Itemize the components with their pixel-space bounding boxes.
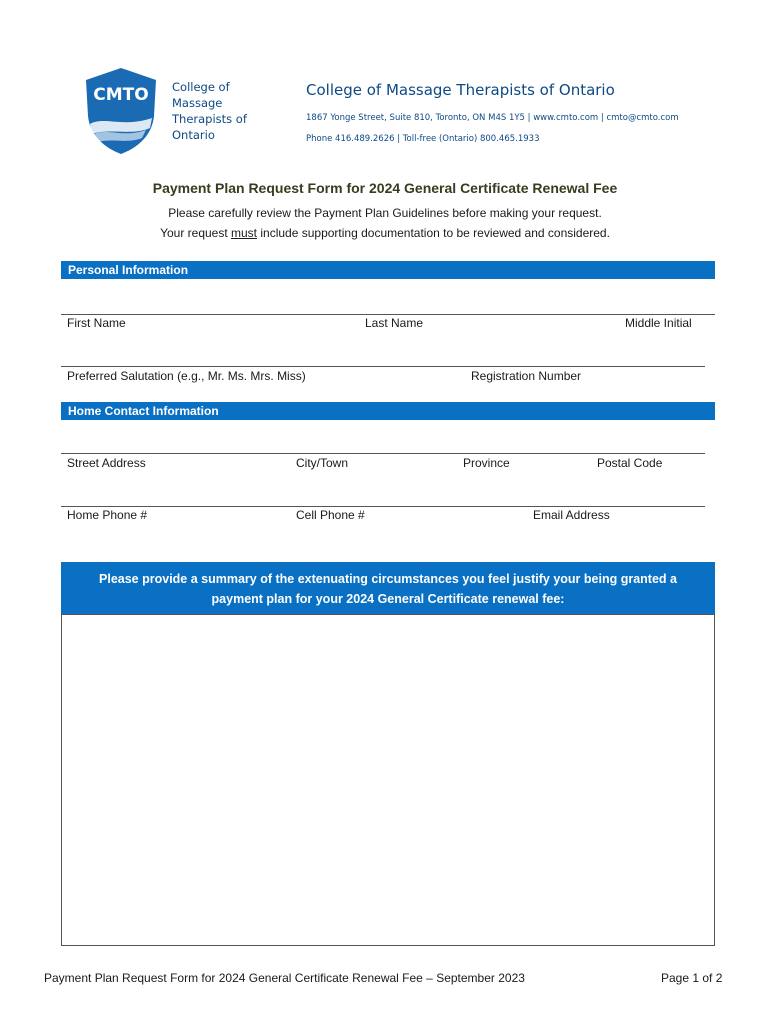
instruction-text: include supporting documentation to be reviewed and considered. — [257, 226, 610, 240]
instruction-text: Your request — [160, 226, 232, 240]
salutation-field[interactable] — [61, 366, 705, 367]
home-phone-label: Home Phone # — [67, 508, 148, 522]
section-header-personal: Personal Information — [61, 261, 715, 279]
last-name-label: Last Name — [365, 316, 424, 330]
logo-wordmark — [172, 79, 262, 143]
phone-line: Phone 416.489.2626 | Toll-free (Ontario) 800.465.1933 — [306, 134, 540, 144]
middle-initial-label: Middle Initial — [625, 316, 692, 330]
section-header-home-contact: Home Contact Information — [61, 402, 715, 420]
logo-line: Therapists of — [172, 112, 247, 126]
province-label: Province — [463, 456, 510, 470]
summary-prompt-line: Please provide a summary of the extenuating circumstances you feel justify your being granted a — [99, 572, 677, 586]
logo-text: CMTO — [93, 85, 149, 105]
cmto-logo — [82, 66, 160, 156]
page-title: Payment Plan Request Form for 2024 General Certificate Renewal Fee — [152, 180, 618, 196]
shield-icon — [82, 66, 160, 156]
instruction-line-2 — [0, 226, 770, 240]
logo-line: Ontario — [172, 128, 215, 142]
postal-code-label: Postal Code — [597, 456, 663, 470]
salutation-label: Preferred Salutation (e.g., Mr. Ms. Mrs. Miss) — [67, 369, 306, 383]
instruction-line-1: Please carefully review the Payment Plan Guidelines before making your request. — [168, 206, 602, 220]
phone-email-field[interactable] — [61, 506, 705, 507]
instruction-emphasis: must — [231, 226, 258, 240]
street-address-field[interactable] — [61, 453, 705, 454]
address-line: 1867 Yonge Street, Suite 810, Toronto, ON M4S 1Y5 | www.cmto.com | cmto@cmto.com — [306, 113, 679, 123]
page-number: Page 1 of 2 — [661, 971, 723, 985]
summary-prompt — [61, 562, 715, 614]
footer-title: Payment Plan Request Form for 2024 General Certificate Renewal Fee – September 2023 — [44, 971, 525, 985]
logo-line: College of — [172, 80, 230, 94]
cell-phone-label: Cell Phone # — [296, 508, 365, 522]
street-address-label: Street Address — [67, 456, 146, 470]
first-name-label: First Name — [67, 316, 126, 330]
city-town-label: City/Town — [296, 456, 349, 470]
summary-textarea[interactable] — [61, 614, 715, 946]
email-address-label: Email Address — [533, 508, 610, 522]
summary-prompt-line: payment plan for your 2024 General Certificate renewal fee: — [211, 592, 565, 606]
college-name: College of Massage Therapists of Ontario — [306, 81, 615, 99]
registration-number-label: Registration Number — [471, 369, 582, 383]
logo-line: Massage — [172, 96, 223, 110]
first-name-field[interactable] — [61, 314, 715, 315]
